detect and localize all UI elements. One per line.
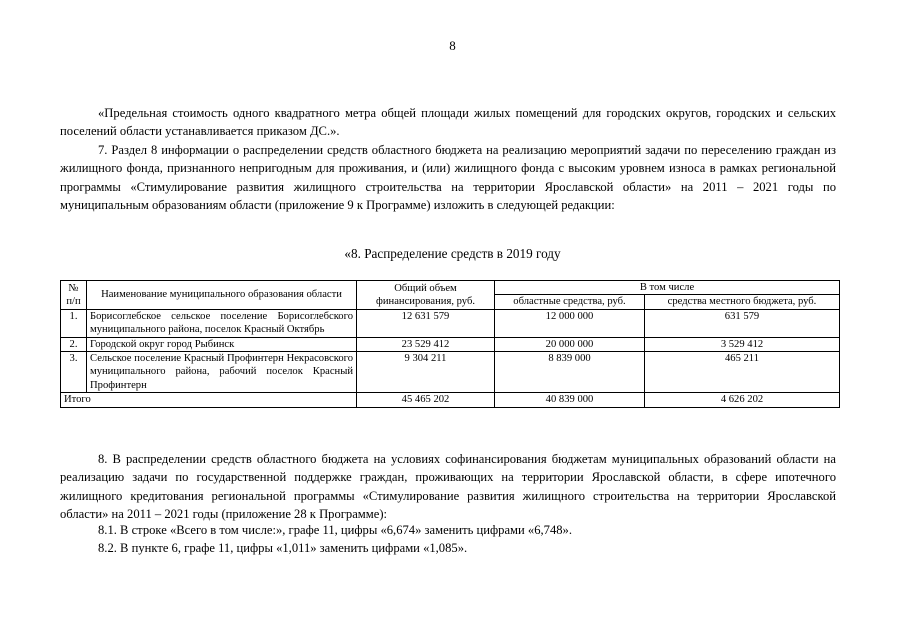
table-row xyxy=(61,352,840,393)
total-sum: 45 465 202 xyxy=(357,393,495,407)
paragraph-section-8: 8. В распределении средств областного бюджета на условиях софинансирования бюджетам муниципальных образований области на реализацию задачи по государственной поддержке граждан, проживающих на территории Ярославской области, в сфере ипотечного жилищного кредитования региональной программы «Стимулирование развития жилищного строительства на территории Ярославской области» на 2011 – 2021 годы (приложение 28 к Программе): xyxy=(60,452,836,522)
row-name: Городской округ город Рыбинск xyxy=(87,337,357,351)
table-row xyxy=(61,337,840,351)
total-label: Итого xyxy=(61,393,357,407)
row-regional: 20 000 000 xyxy=(495,337,645,351)
row-num: 2. xyxy=(61,337,87,351)
paragraph-section-7: 7. Раздел 8 информации о распределении средств областного бюджета на реализацию мероприятий задачи по переселению граждан из жилищного фонда, признанного непригодным для проживания, и (или) жилищного фонда с высоким уровнем износа в рамках региональной программы «Стимулирование развития жилищного строительства на территории Ярославской области» на 2011 – 2021 годы по муниципальным образованиям области (приложение 9 к Программе) изложить в следующей редакции: xyxy=(60,143,836,213)
header-name: Наименование муниципального образования области xyxy=(87,281,357,310)
row-local: 3 529 412 xyxy=(645,337,840,351)
paragraph-8-1: 8.1. В строке «Всего в том числе:», графе 11, цифры «6,674» заменить цифрами «6,748». xyxy=(98,523,572,537)
table-heading: «8. Распределение средств в 2019 году xyxy=(344,246,561,261)
row-num: 1. xyxy=(61,309,87,337)
distribution-table xyxy=(60,280,840,408)
total-local: 4 626 202 xyxy=(645,393,840,407)
header-num: № п/п xyxy=(61,281,87,310)
row-local: 465 211 xyxy=(645,352,840,393)
row-total: 12 631 579 xyxy=(357,309,495,337)
total-regional: 40 839 000 xyxy=(495,393,645,407)
header-local: средства местного бюджета, руб. xyxy=(645,295,840,309)
page-number: 8 xyxy=(449,38,456,53)
row-name: Сельское поселение Красный Профинтерн Некрасовского муниципального района, рабочий поселок Красный Профинтерн xyxy=(87,352,357,393)
header-regional: областные средства, руб. xyxy=(495,295,645,309)
row-regional: 8 839 000 xyxy=(495,352,645,393)
total-row xyxy=(61,393,840,407)
row-local: 631 579 xyxy=(645,309,840,337)
header-group: В том числе xyxy=(495,281,840,295)
row-total: 23 529 412 xyxy=(357,337,495,351)
paragraph-8-2: 8.2. В пункте 6, графе 11, цифры «1,011» заменить цифрами «1,085». xyxy=(98,541,468,555)
row-name: Борисоглебское сельское поселение Борисоглебского муниципального района, поселок Красный Октябрь xyxy=(87,309,357,337)
row-regional: 12 000 000 xyxy=(495,309,645,337)
header-total: Общий объем финансирования, руб. xyxy=(357,281,495,310)
row-num: 3. xyxy=(61,352,87,393)
table-row xyxy=(61,309,840,337)
paragraph-price-note: «Предельная стоимость одного квадратного метра общей площади жилых помещений для городских округов, городских и сельских поселений области устанавливается приказом ДС.». xyxy=(60,106,836,139)
row-total: 9 304 211 xyxy=(357,352,495,393)
